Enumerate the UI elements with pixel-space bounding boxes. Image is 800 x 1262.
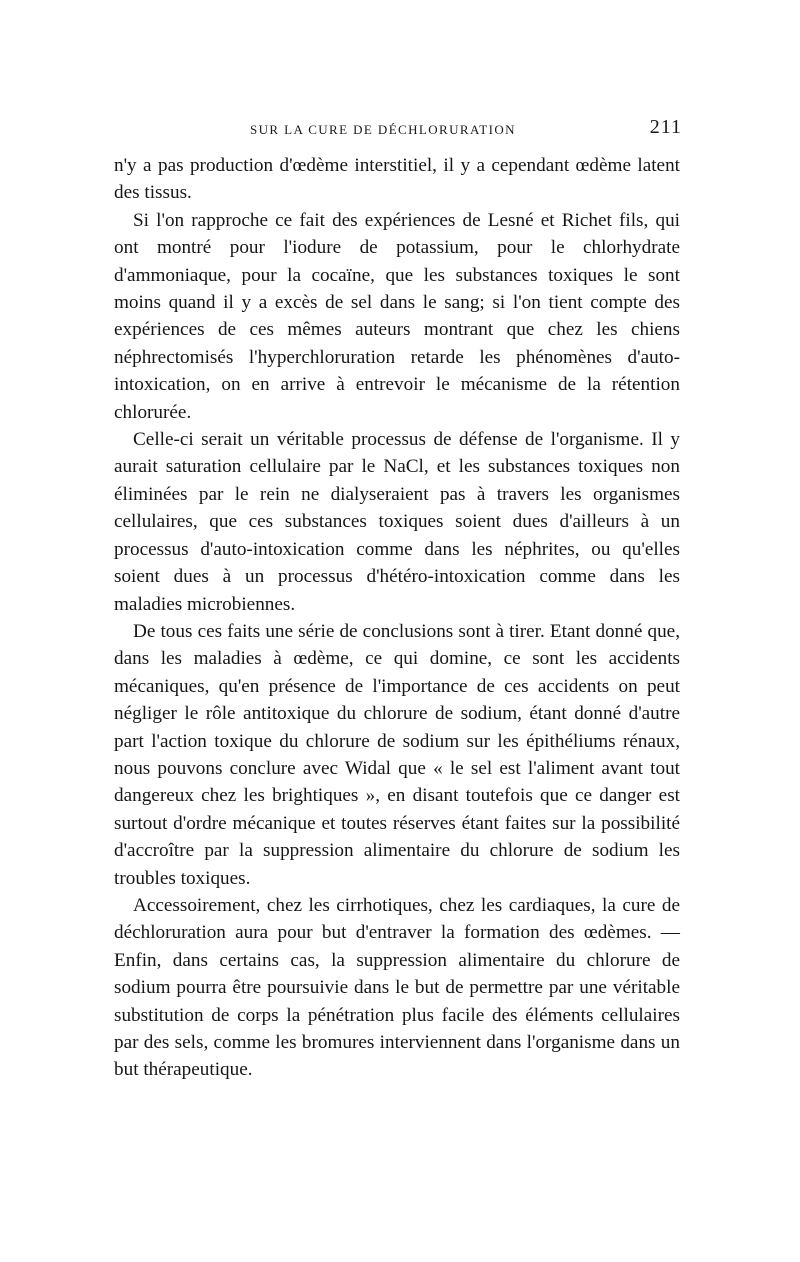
paragraph-accessoirement: Accessoirement, chez les cirrhotiques, chez les cardiaques, la cure de déchloruration aura pour but d'entraver la formation des œdèmes. — Enfin, dans certains cas, la suppression alimentaire du chlorure de sodium pourra être poursuivie dans le but de permettre par une véritable substitution de corps la pénétration plus facile des éléments cellulaires par des sels, comme les bromures interviennent dans l'organisme dans un but thérapeutique. [114, 894, 680, 1081]
paragraph-continuation: n'y a pas production d'œdème interstitiel, il y a cependant œdème latent des tissus. [114, 155, 680, 204]
paragraph-lesne-richet: Si l'on rapproche ce fait des expériences de Lesné et Richet fils, qui ont montré pour l'iodure de potassium, pour le chlorhydrate d'ammoniaque, pour la cocaïne, que les substances toxiques le sont moins quand il y a excès de sel dans le sang; si l'on tient compte des expériences de ces mêmes auteurs montrant que chez les chiens néphrectomisés l'hyperchloruration retarde les phénomènes d'auto-intoxication, on en arrive à entrevoir le mécanisme de la rétention chlorurée. [114, 209, 680, 423]
running-head [114, 112, 680, 152]
book-page [114, 112, 680, 1084]
running-title: SUR LA CURE DE DÉCHLORURATION [250, 122, 516, 137]
paragraph-defense-organisme: Celle-ci serait un véritable processus de défense de l'organisme. Il y aurait saturation cellulaire par le NaCl, et les substances toxiques non éliminées par le rein ne dialyseraient pas à travers les organismes cellulaires, que ces substances toxiques soient dues d'ailleurs à un processus d'auto-intoxication comme dans les néphrites, ou qu'elles soient dues à un processus d'hétéro-intoxication comme dans les maladies microbiennes. [114, 429, 680, 615]
body-text [114, 152, 680, 1084]
page-number: 211 [649, 116, 682, 138]
paragraph-conclusions: De tous ces faits une série de conclusions sont à tirer. Etant donné que, dans les maladies à œdème, ce qui domine, ce sont les accidents mécaniques, qu'en présence de l'importance de ces accidents on peut négliger le rôle antitoxique du chlorure de sodium, étant donné d'autre part l'action toxique du chlorure de sodium sur les épithéliums rénaux, nous pouvons conclure avec Widal que « le sel est l'aliment avant tout dangereux chez les brightiques », en disant toutefois que ce danger est surtout d'ordre mécanique et toutes réserves étant faites sur la possibilité d'accroître par la suppression alimentaire du chlorure de sodium les troubles toxiques. [114, 620, 680, 889]
